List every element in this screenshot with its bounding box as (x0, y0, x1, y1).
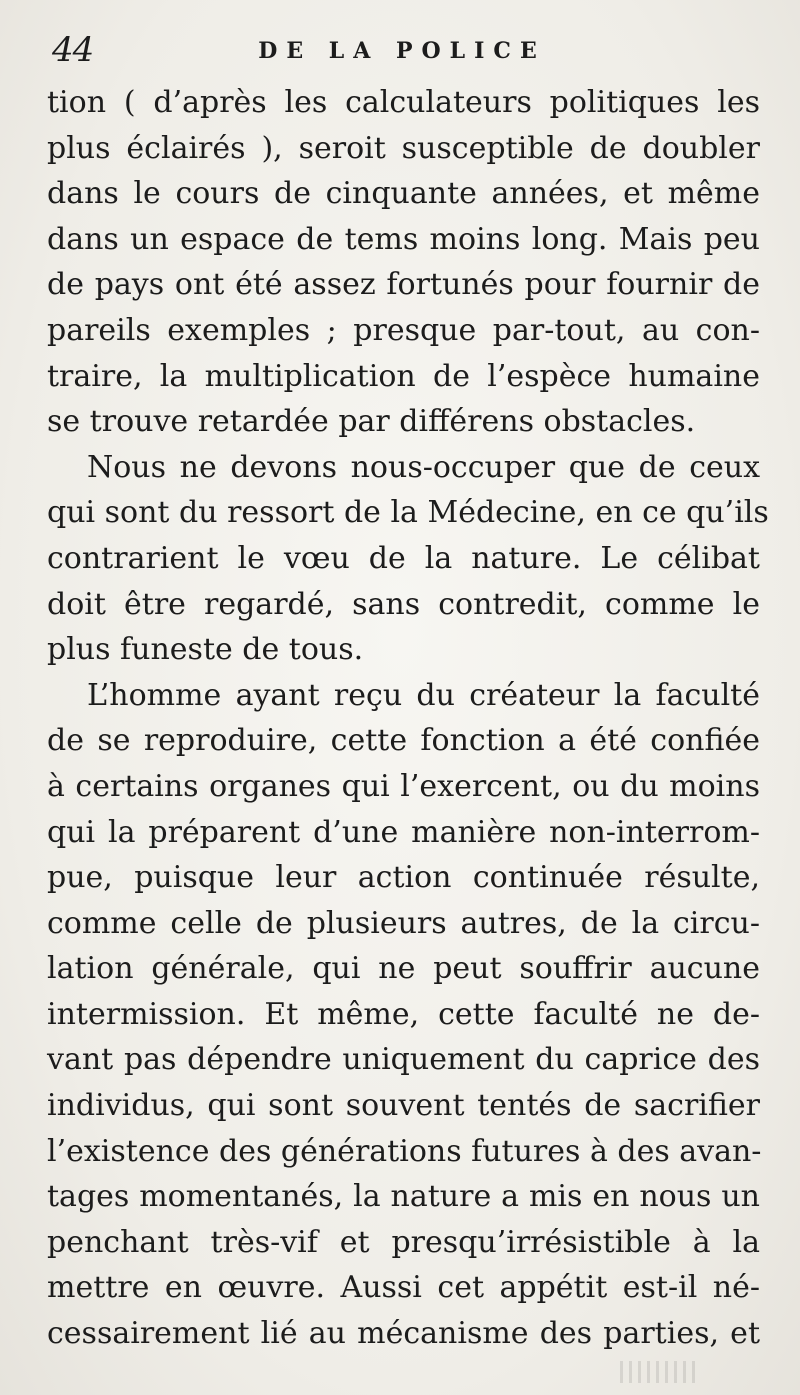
text-line: tages momentanés, la nature a mis en nous un (47, 1179, 760, 1215)
text-line: mettre en œuvre. Aussi cet appétit est-il né- (47, 1270, 760, 1306)
text-line: traire, la multiplication de l’espèce humaine (47, 358, 760, 394)
text-line: lation générale, qui ne peut souffrir aucune (47, 951, 760, 987)
bleed-through-mark (620, 1361, 700, 1383)
paragraph-start-line: L’homme ayant reçu du créateur la faculté (87, 677, 760, 713)
paragraph-start-line: Nous ne devons nous-occuper que de ceux (87, 449, 760, 485)
text-line: qui la préparent d’une manière non-interrom- (47, 814, 760, 850)
text-line: pareils exemples ; presque par-tout, au con- (47, 312, 760, 348)
text-line: de se reproduire, cette fonction a été confiée (47, 723, 760, 759)
text-line: individus, qui sont souvent tentés de sacrifier (47, 1088, 760, 1124)
text-line: cessairement lié au mécanisme des parties, et (47, 1316, 760, 1352)
text-line: contrarient le vœu de la nature. Le célibat (47, 540, 760, 576)
text-line: plus funeste de tous. (47, 632, 364, 668)
text-line: pue, puisque leur action continuée résulte, (47, 860, 760, 896)
text-line: comme celle de plusieurs autres, de la circu- (47, 905, 760, 941)
text-line: penchant très-vif et presqu’irrésistible à la (47, 1224, 760, 1260)
text-line: doit être regardé, sans contredit, comme le (47, 586, 760, 622)
page-number: 44 (52, 30, 94, 70)
text-line: vant pas dépendre uniquement du caprice des (47, 1042, 760, 1078)
text-line: tion ( d’après les calculateurs politiques les (47, 85, 760, 120)
text-line: plus éclairés ), seroit susceptible de doubler (47, 130, 760, 166)
body-text (47, 80, 769, 1357)
text-line: de pays ont été assez fortunés pour fournir de (47, 267, 760, 303)
text-line: dans un espace de tems moins long. Mais peu (47, 221, 760, 257)
text-line: intermission. Et même, cette faculté ne de- (47, 996, 760, 1032)
text-line: à certains organes qui l’exercent, ou du moins (47, 768, 760, 804)
text-line: qui sont du ressort de la Médecine, en ce qu’ils (47, 495, 769, 531)
running-head: DE LA POLICE (258, 38, 546, 64)
page-header (44, 28, 760, 72)
text-line: se trouve retardée par différens obstacles. (47, 404, 696, 440)
text-line: l’existence des générations futures à des avan- (47, 1133, 762, 1169)
text-line: dans le cours de cinquante années, et même (47, 176, 760, 212)
